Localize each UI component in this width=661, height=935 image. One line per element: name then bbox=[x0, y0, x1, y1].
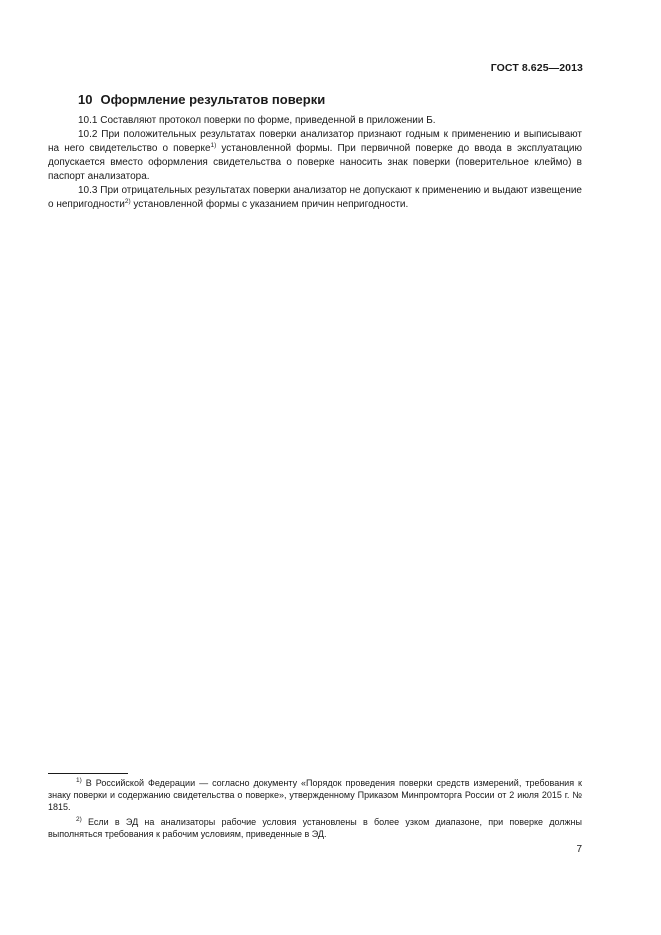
footnote-marker: 2) bbox=[76, 816, 82, 823]
footnotes bbox=[48, 777, 582, 843]
section-number: 10 bbox=[78, 92, 93, 107]
paragraph-text: установленной формы с указанием причин непригодности. bbox=[130, 199, 409, 210]
paragraph-text: 10.2 При положительных результатах поверки анализатор признают годным к применению и выписывают на него свидетельство о поверке bbox=[48, 129, 582, 154]
footnote-2 bbox=[48, 816, 582, 840]
paragraph-text: установленной формы. При первичной поверке до ввода в эксплуатацию допускается вместо оформления свидетельства о поверке наносить знак поверки (поверительное клеймо) в паспорт анализатора. bbox=[48, 143, 582, 182]
section-body bbox=[48, 114, 582, 212]
page-number: 7 bbox=[576, 844, 582, 855]
section-heading bbox=[78, 92, 325, 107]
paragraph-10-2 bbox=[48, 128, 582, 184]
footnote-ref-1: 1) bbox=[210, 142, 217, 149]
paragraph-text: 10.1 Составляют протокол поверки по форме, приведенной в приложении Б. bbox=[78, 115, 436, 126]
footnote-1 bbox=[48, 777, 582, 813]
footnote-text: Если в ЭД на анализаторы рабочие условия установлены в более узком диапазоне, при поверке должны выполняться требования к рабочим условиям, приведенные в ЭД. bbox=[48, 817, 582, 839]
paragraph-10-1 bbox=[48, 114, 582, 128]
footnote-ref-2: 2) bbox=[124, 198, 131, 205]
section-title-text: Оформление результатов поверки bbox=[100, 92, 326, 107]
document-code: ГОСТ 8.625—2013 bbox=[490, 62, 583, 74]
footnote-separator bbox=[48, 773, 128, 774]
footnote-text: В Российской Федерации — согласно документу «Порядок проведения поверки средств измерений, требования к знаку поверки и содержанию свидетельства о поверке», утвержденному Приказом Минпромторга России от 2 июля 2015 г. № 1815. bbox=[48, 778, 582, 812]
footnote-marker: 1) bbox=[76, 777, 82, 784]
paragraph-text: 10.3 При отрицательных результатах поверки анализатор не допускают к применению и выдают извещение о непригодности bbox=[48, 185, 582, 210]
paragraph-10-3 bbox=[48, 184, 582, 212]
